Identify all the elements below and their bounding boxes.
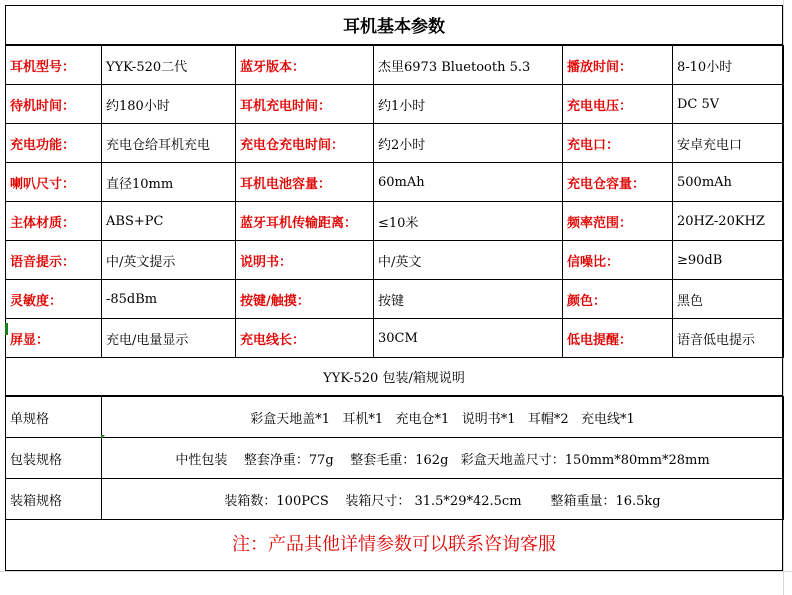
param-value: DC 5V bbox=[673, 85, 784, 124]
param-value: 中/英文提示 bbox=[102, 241, 236, 280]
param-row bbox=[6, 124, 784, 163]
param-value: 20HZ-20KHZ bbox=[673, 202, 784, 241]
packaging-row bbox=[6, 438, 784, 479]
param-row bbox=[6, 319, 784, 358]
param-value: 黑色 bbox=[673, 280, 784, 319]
packaging-heading: YYK-520 包装/箱规说明 bbox=[5, 357, 783, 396]
param-label: 按键/触摸： bbox=[236, 280, 374, 319]
param-label: 充电功能： bbox=[6, 124, 102, 163]
grid-line bbox=[0, 571, 792, 572]
param-value: 500mAh bbox=[673, 163, 784, 202]
param-value: ≤10米 bbox=[374, 202, 563, 241]
param-label: 播放时间： bbox=[563, 46, 673, 85]
param-label: 低电提醒： bbox=[563, 319, 673, 358]
packaging-value: 装箱数：100PCS 装箱尺寸： 31.5*29*42.5cm 整箱重量：16.5kg bbox=[102, 479, 784, 520]
param-label: 耳机充电时间： bbox=[236, 85, 374, 124]
param-label: 信噪比： bbox=[563, 241, 673, 280]
param-row bbox=[6, 241, 784, 280]
param-value: ≥90dB bbox=[673, 241, 784, 280]
param-label: 频率范围： bbox=[563, 202, 673, 241]
param-label: 蓝牙耳机传输距离： bbox=[236, 202, 374, 241]
params-body bbox=[6, 46, 784, 358]
param-value: 约1小时 bbox=[374, 85, 563, 124]
param-value: 充电/电量显示 bbox=[102, 319, 236, 358]
param-value: 杰里6973 Bluetooth 5.3 bbox=[374, 46, 563, 85]
param-value: ABS+PC bbox=[102, 202, 236, 241]
packaging-value: 彩盒天地盖*1 耳机*1 充电仓*1 说明书*1 耳帽*2 充电线*1 bbox=[102, 397, 784, 438]
param-value: -85dBm bbox=[102, 280, 236, 319]
params-table bbox=[5, 45, 784, 358]
page-title: 耳机基本参数 bbox=[5, 5, 783, 45]
param-row bbox=[6, 280, 784, 319]
param-value: 约2小时 bbox=[374, 124, 563, 163]
param-label: 充电口： bbox=[563, 124, 673, 163]
cell-marker bbox=[101, 435, 105, 439]
param-label: 灵敏度： bbox=[6, 280, 102, 319]
param-label: 待机时间： bbox=[6, 85, 102, 124]
packaging-row bbox=[6, 397, 784, 438]
param-row bbox=[6, 202, 784, 241]
param-row bbox=[6, 85, 784, 124]
packaging-label: 装箱规格 bbox=[6, 479, 102, 520]
param-value: 约180小时 bbox=[102, 85, 236, 124]
cell-marker bbox=[5, 323, 8, 335]
param-value: 按键 bbox=[374, 280, 563, 319]
param-value: 语音低电提示 bbox=[673, 319, 784, 358]
packaging-label: 单规格 bbox=[6, 397, 102, 438]
param-value: 8-10小时 bbox=[673, 46, 784, 85]
param-label: 充电仓容量： bbox=[563, 163, 673, 202]
packaging-label: 包装规格 bbox=[6, 438, 102, 479]
param-row bbox=[6, 163, 784, 202]
param-value: 直径10mm bbox=[102, 163, 236, 202]
param-label: 充电仓充电时间： bbox=[236, 124, 374, 163]
param-label: 语音提示： bbox=[6, 241, 102, 280]
param-label: 屏显： bbox=[6, 319, 102, 358]
param-label: 充电线长： bbox=[236, 319, 374, 358]
param-value: 中/英文 bbox=[374, 241, 563, 280]
param-value: 安卓充电口 bbox=[673, 124, 784, 163]
param-label: 喇叭尺寸： bbox=[6, 163, 102, 202]
param-label: 主体材质： bbox=[6, 202, 102, 241]
param-value: 充电仓给耳机充电 bbox=[102, 124, 236, 163]
packaging-value: 中性包装 整套净重：77g 整套毛重：162g 彩盒天地盖尺寸：150mm*80mm*28mm bbox=[102, 438, 784, 479]
param-value: YYK-520二代 bbox=[102, 46, 236, 85]
contact-note: 注：产品其他详情参数可以联系咨询客服 bbox=[232, 533, 556, 555]
param-row bbox=[6, 46, 784, 85]
param-label: 耳机型号： bbox=[6, 46, 102, 85]
param-label: 说明书： bbox=[236, 241, 374, 280]
param-value: 30CM bbox=[374, 319, 563, 358]
packaging-table bbox=[5, 396, 784, 520]
param-label: 蓝牙版本： bbox=[236, 46, 374, 85]
param-value: 60mAh bbox=[374, 163, 563, 202]
param-label: 颜色： bbox=[563, 280, 673, 319]
param-label: 充电电压： bbox=[563, 85, 673, 124]
param-label: 耳机电池容量： bbox=[236, 163, 374, 202]
